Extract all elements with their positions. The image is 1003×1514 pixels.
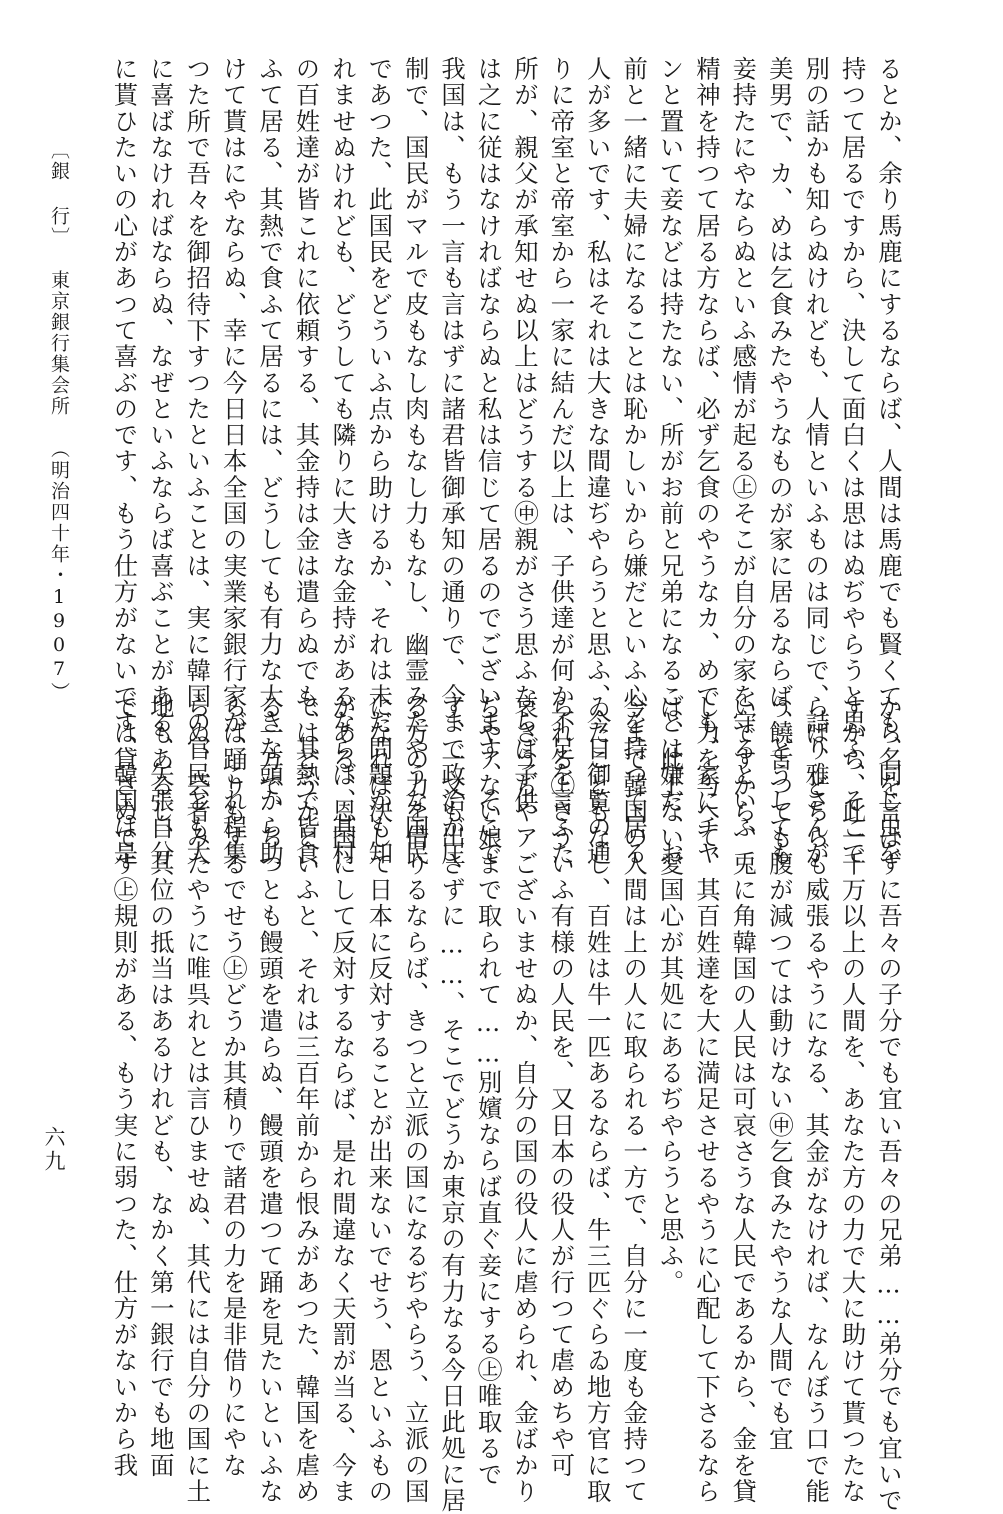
text-line: 今まで韓国の人間は上の人に取られる一方で、自分に一度も金持つて bbox=[619, 694, 649, 1505]
text-line: であつた、此国民をどういふ点から助けるか、それは未だ問題かも知 bbox=[364, 56, 394, 867]
text-line: ば、此上ない愛国心が其処にあるぢやらうと思ふ。 bbox=[655, 694, 685, 1296]
text-line: ぢやアない娘まで取られて……別嬪ならば直ぐ妾にする㊤唯取るで bbox=[473, 694, 503, 1488]
text-line: 美男で、カ、めは乞食みたやうなものが家に居るならば、どうしても bbox=[764, 56, 794, 867]
text-line: 哀さうぢやアございませぬか、自分の国の役人に虐められ、金ばかり bbox=[509, 694, 539, 1505]
text-line: がある、恩国にして反対するならば、是れ間違なく天罰が当る、今ま bbox=[327, 694, 357, 1505]
text-line: けて貰はにやならぬ、幸に今日日本全国の実業家銀行家が、これ程集 bbox=[218, 56, 248, 867]
text-line: う饒舌つても腹が減つては動けない㊥乞食みたやうな人間でも宜 bbox=[764, 694, 794, 1453]
text-line: になれば決して日本に反対することが出来ないでせう、恩といふもの bbox=[364, 694, 394, 1505]
text-line: から名を言はずに吾々の子分でも宜い吾々の兄弟……弟分でも宜いで bbox=[874, 694, 903, 1514]
text-line: ゐたこともなし、百姓は牛一匹あるならば、牛三匹ぐらゐ地方官に取 bbox=[582, 694, 612, 1505]
text-line: れませぬけれども、どうしても隣りに大きな金持があるならば、其村 bbox=[327, 56, 357, 867]
caption bbox=[49, 140, 73, 703]
text-line: られる㊤さういふ有様の人民を、又日本の役人が行つて虐めちや可 bbox=[546, 694, 576, 1479]
text-line: らば踊りもするでせう㊤どうか其積りで諸君の力を是非借りにやな bbox=[218, 694, 248, 1479]
text-line: つた所で吾々を御招待下すつたといふことは、実に韓国の官民とも大 bbox=[182, 56, 212, 867]
lower-text-block bbox=[105, 694, 906, 1514]
text-line: 我国は、もう一言も言はずに諸君皆御承知の通りで、今まで政治が圧 bbox=[437, 56, 467, 867]
text-line: 精神を持つて居る方ならば、必ず乞食のやうなカ、めでも、家にチヤ bbox=[691, 56, 721, 867]
caption-date: （明治四十年・1907） bbox=[48, 439, 70, 703]
text-line: ふて居る、其熱で食ふて居るには、どうしても有力な大きな頭から助 bbox=[255, 56, 285, 867]
text-line: らば、どちらも威張るやうになる、其金がなければ、なんぼう口で能 bbox=[801, 694, 831, 1505]
text-line: 制で、国民がマルで皮もなし肉もなし力もなし、幽霊みたやうな国民 bbox=[400, 56, 430, 867]
text-line: ンと置いて妾などは持たない、所がお前と兄弟になることは嫌だ、お bbox=[655, 56, 685, 867]
text-line: ではどうかといふと、それは三百年前から恨みがあつた、韓国を虐め bbox=[291, 694, 321, 1505]
text-line: るとか、余り馬鹿にするならば、人間は馬鹿でも賢くても、同じ虫を bbox=[874, 56, 903, 867]
text-line: 妾持たにやならぬといふ感情が起る㊤そこが自分の家を守るといふ bbox=[728, 56, 758, 841]
text-line: は之に従はなければならぬと私は信じて居るのでございます、そこで bbox=[473, 56, 503, 867]
text-line: し力を与へて、其百姓達を大に満足させるやうに心配して下さるなら bbox=[691, 694, 721, 1505]
text-line: る方の力を借りるならば、きつと立派の国になるぢやらう、立派の国 bbox=[400, 694, 430, 1505]
text-line: 地もあるし、其位の抵当はあるけれども、なかく第一銀行でも地面 bbox=[145, 694, 175, 1479]
text-line: 人が多いです、私はそれは大きな間違ぢやらうと思ふ、今日御覧の通 bbox=[582, 56, 612, 867]
text-line: 所が、親父が承知せぬ以上はどうする㊥親がさう思ふならば子供 bbox=[509, 56, 539, 815]
caption-place: 東京銀行集会所 bbox=[48, 270, 70, 417]
text-line: りに帝室と帝室から一家に結んだ以上は、子供達が何か不足を言ふた bbox=[546, 56, 576, 867]
text-line: すから、此一千万以上の人間を、あなた方の力で大に助けて貰つたな bbox=[837, 694, 867, 1505]
upper-text-block bbox=[105, 56, 906, 867]
page-number: 六九 bbox=[42, 1126, 66, 1174]
text-line: 別の話かも知らぬけれども、人情といふものは同じで、詰り雅さんが bbox=[801, 56, 831, 867]
text-line: 前と一緒に夫婦になることは恥かしいから嫌だといふ心を持つて居る bbox=[619, 56, 649, 867]
text-line: の百姓達が皆これに依頼する、其金持は金は遣らぬでも、其熱で皆食 bbox=[291, 56, 321, 867]
text-line: に喜ばなければならぬ、なぜといふならば喜ぶことがある、矢張自分 bbox=[145, 56, 175, 867]
text-line: いですから、兎に角韓国の人民は可哀さうな人民であるから、金を貸 bbox=[728, 694, 758, 1505]
text-line: る一方で、ちつとも饅頭を遣らぬ、饅頭を遣つて踊を見たいといふな bbox=[255, 694, 285, 1505]
text-line: に貰ひたいの心があつて喜ぶのです、もう仕方がないです、韓国は是 bbox=[109, 56, 139, 867]
text-line: では貸さぬです㊤規則がある、もう実に弱つた、仕方がないから我 bbox=[109, 694, 139, 1479]
text-line: す、一文も出さずに……、そこでどうか東京の有力なる今日此処に居 bbox=[437, 694, 467, 1514]
caption-tag: 〔銀 行〕 bbox=[48, 140, 70, 248]
text-line: らぬ、芸者みたやうに唯呉れとは言ひませぬ、其代には自分の国に土 bbox=[182, 694, 212, 1505]
text-line: 持つて居るですから、決して面白くは思はぬぢやらうと思ふ、そこで bbox=[837, 56, 867, 867]
